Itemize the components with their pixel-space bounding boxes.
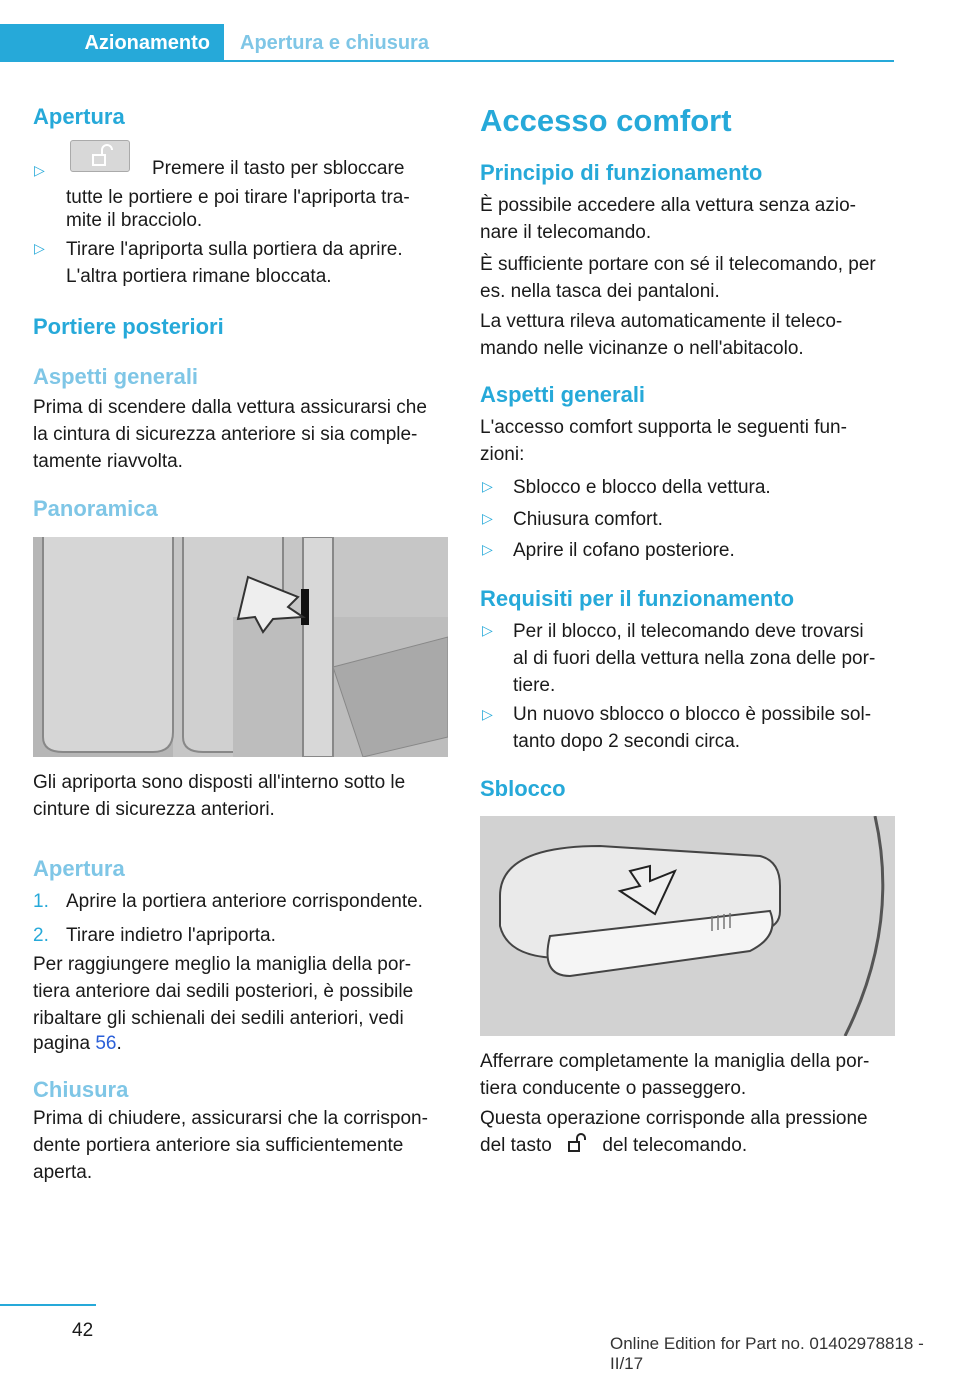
heading-accesso-comfort: Accesso comfort <box>480 103 732 138</box>
apertura-bullet1-line2: tutte le portiere e poi tirare l'apriporta tra‐ <box>66 187 410 208</box>
bullet-triangle-icon: ▷ <box>482 706 493 722</box>
tab-azionamento[interactable]: Azionamento <box>0 24 224 62</box>
unlock-icon <box>563 1132 591 1154</box>
principio-line6: mando nelle vicinanze o nell'abitacolo. <box>480 338 804 359</box>
heading-aspetti-generali: Aspetti generali <box>33 364 199 389</box>
footer-divider <box>0 1304 96 1306</box>
heading-apertura: Apertura <box>33 104 125 129</box>
function-item-3: Aprire il cofano posteriore. <box>513 540 735 561</box>
para-line3: ribaltare gli schienali dei sedili anteriori, vedi <box>33 1008 404 1029</box>
heading-sblocco: Sblocco <box>480 776 566 801</box>
principio-line2: nare il telecomando. <box>480 222 652 243</box>
step1-number: 1. <box>33 891 49 912</box>
apertura-bullet1-line1: Premere il tasto per sbloccare <box>152 158 405 179</box>
function-item-1: Sblocco e blocco della vettura. <box>513 477 771 498</box>
para-line1: Per raggiungere meglio la maniglia della por‐ <box>33 954 412 975</box>
sblocco-line4 <box>480 1131 747 1160</box>
caption-line1: Gli apriporta sono disposti all'interno sotto le <box>33 772 406 793</box>
requisiti1-line2: al di fuori della vettura nella zona delle por‐ <box>513 648 876 669</box>
apertura-bullet2-line2: L'altra portiera rimane bloccata. <box>66 266 332 287</box>
principio-line5: La vettura rileva automaticamente il teleco‐ <box>480 311 843 332</box>
bullet-triangle-icon: ▷ <box>482 541 493 557</box>
footer-edition: Online Edition for Part no. 01402978818 - II/17 <box>610 1334 924 1373</box>
chiusura-line2: dente portiera anteriore sia sufficientemente <box>33 1135 404 1156</box>
requisiti1-line1: Per il blocco, il telecomando deve trovarsi <box>513 621 864 642</box>
aspetti-line3: tamente riavvolta. <box>33 451 183 472</box>
caption-line2: cinture di sicurezza anteriori. <box>33 799 275 820</box>
bullet-triangle-icon: ▷ <box>34 240 45 256</box>
bullet-triangle-icon: ▷ <box>482 622 493 638</box>
heading-panoramica: Panoramica <box>33 496 158 521</box>
heading-principio: Principio di funzionamento <box>480 160 763 185</box>
sblocco-line2: tiera conducente o passeggero. <box>480 1078 747 1099</box>
bullet-triangle-icon: ▷ <box>482 510 493 526</box>
apertura-bullet2-line1: Tirare l'apriporta sulla portiera da aprire. <box>66 239 403 260</box>
aspetti-line2: la cintura di sicurezza anteriore si sia comple‐ <box>33 424 418 445</box>
sblocco-line1: Afferrare completamente la maniglia della por‐ <box>480 1051 870 1072</box>
sblocco-line4-suffix: del telecomando. <box>602 1135 748 1156</box>
requisiti2-line2: tanto dopo 2 secondi circa. <box>513 731 741 752</box>
step2-number: 2. <box>33 925 49 946</box>
function-item-2: Chiusura comfort. <box>513 509 663 530</box>
bullet-triangle-icon: ▷ <box>34 162 45 178</box>
heading-portiere-posteriori: Portiere posteriori <box>33 314 224 339</box>
unlock-key-icon <box>70 140 130 172</box>
apertura-bullet1-line3: mite il bracciolo. <box>66 210 203 231</box>
sblocco-line4-prefix: del tasto <box>480 1135 552 1156</box>
principio-line3: È sufficiente portare con sé il telecomando, per <box>480 254 876 275</box>
principio-line1: È possibile accedere alla vettura senza azio‐ <box>480 195 856 216</box>
heading-requisiti: Requisiti per il funzionamento <box>480 586 795 611</box>
sblocco-line3: Questa operazione corrisponde alla pressione <box>480 1108 868 1129</box>
aspetti-line1: Prima di scendere dalla vettura assicurarsi che <box>33 397 427 418</box>
requisiti2-line1: Un nuovo sblocco o blocco è possibile sol‐ <box>513 704 872 725</box>
heading-aspetti-generali-right: Aspetti generali <box>480 382 646 407</box>
requisiti1-line3: tiere. <box>513 675 556 696</box>
door-handle-illustration <box>480 816 895 1036</box>
para-line4-prefix: pagina <box>33 1033 91 1054</box>
para-line4 <box>33 1029 122 1058</box>
tab-apertura-chiusura[interactable]: Apertura e chiusura <box>240 32 429 54</box>
page-number: 42 <box>72 1320 94 1341</box>
bullet-triangle-icon: ▷ <box>482 478 493 494</box>
aspetti-right-line1: L'accesso comfort supporta le seguenti fun‐ <box>480 417 847 438</box>
para-line2: tiera anteriore dai sedili posteriori, è possibile <box>33 981 414 1002</box>
chiusura-line3: aperta. <box>33 1162 93 1183</box>
para-line4-period: . <box>116 1033 122 1054</box>
step2-text: Tirare indietro l'apriporta. <box>66 925 276 946</box>
aspetti-right-line2: zioni: <box>480 444 525 465</box>
seats-illustration <box>33 537 448 757</box>
heading-apertura-2: Apertura <box>33 856 125 881</box>
heading-chiusura: Chiusura <box>33 1077 129 1102</box>
page-56-link[interactable]: 56 <box>95 1033 117 1054</box>
principio-line4: es. nella tasca dei pantaloni. <box>480 281 720 302</box>
header-divider <box>224 60 894 62</box>
step1-text: Aprire la portiera anteriore corrispondente. <box>66 891 423 912</box>
chiusura-line1: Prima di chiudere, assicurarsi che la corrispon‐ <box>33 1108 428 1129</box>
